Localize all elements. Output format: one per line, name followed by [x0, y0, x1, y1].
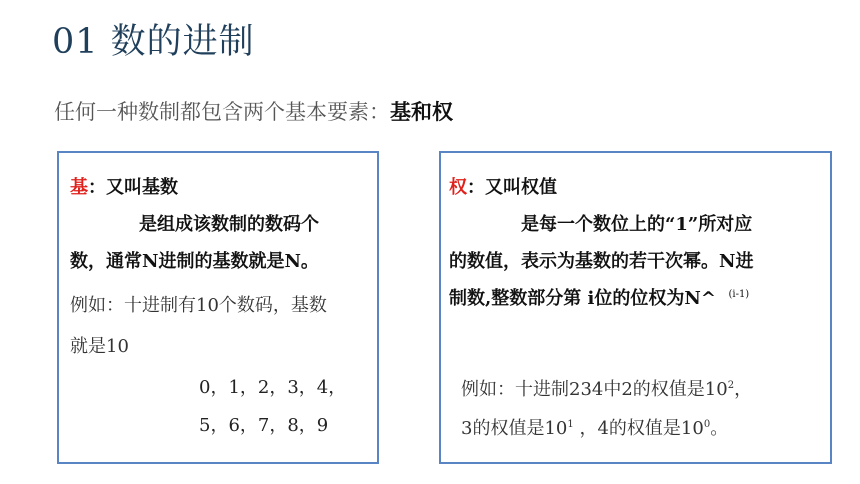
weight-heading	[449, 173, 557, 199]
weight-example-line2-b-exponent: 0	[703, 419, 711, 430]
weight-example-line2-end: 。	[710, 418, 729, 439]
weight-example-line1-end: ，	[734, 379, 753, 400]
weight-body-line3-exponent: (i-1)	[728, 289, 750, 300]
subtitle-highlight: 基和权	[390, 99, 453, 124]
base-example-line2: 就是10	[70, 336, 129, 357]
base-digits-line1: 0，1，2，3，4，	[199, 377, 347, 398]
weight-term: 权	[449, 177, 467, 198]
base-body-line1: 是组成该数制的数码个	[139, 214, 319, 235]
weight-body-line3	[449, 284, 749, 310]
weight-body-line2: 的数值，表示为基数的若干次幂。N进	[449, 251, 754, 272]
weight-body-line3-text: 制数,整数部分第 i位的位权为N	[449, 288, 701, 309]
weight-body-line3-caret: ^	[700, 288, 716, 309]
weight-example-line1-text: 例如：十进制234中2的权值是10	[461, 379, 728, 400]
base-body-line2: 数，通常N进制的基数就是N。	[70, 251, 319, 272]
base-digits-line2: 5，6，7，8，9	[199, 415, 329, 436]
weight-definition-box	[439, 151, 832, 464]
base-definition-head: ：又叫基数	[88, 177, 178, 198]
base-heading	[70, 173, 178, 199]
weight-example-line1-exponent: 2	[727, 380, 735, 391]
subtitle	[54, 96, 453, 126]
weight-body-line1: 是每一个数位上的“1”所对应	[521, 214, 753, 235]
weight-definition-head: ：又叫权值	[467, 177, 557, 198]
base-term: 基	[70, 177, 88, 198]
subtitle-text: 任何一种数制都包含两个基本要素：	[54, 100, 390, 124]
weight-example-line2-a: 3的权值是10	[461, 418, 568, 439]
base-example-line1: 例如：十进制有10个数码，基数	[70, 295, 327, 316]
weight-example-line1	[461, 375, 752, 401]
weight-example-line2	[461, 414, 728, 440]
page-title: 01 数的进制	[52, 22, 255, 62]
weight-example-line2-b: ，4的权值是10	[573, 418, 704, 439]
weight-example-line2-a-exponent: 1	[567, 419, 574, 430]
base-definition-box	[57, 151, 379, 464]
